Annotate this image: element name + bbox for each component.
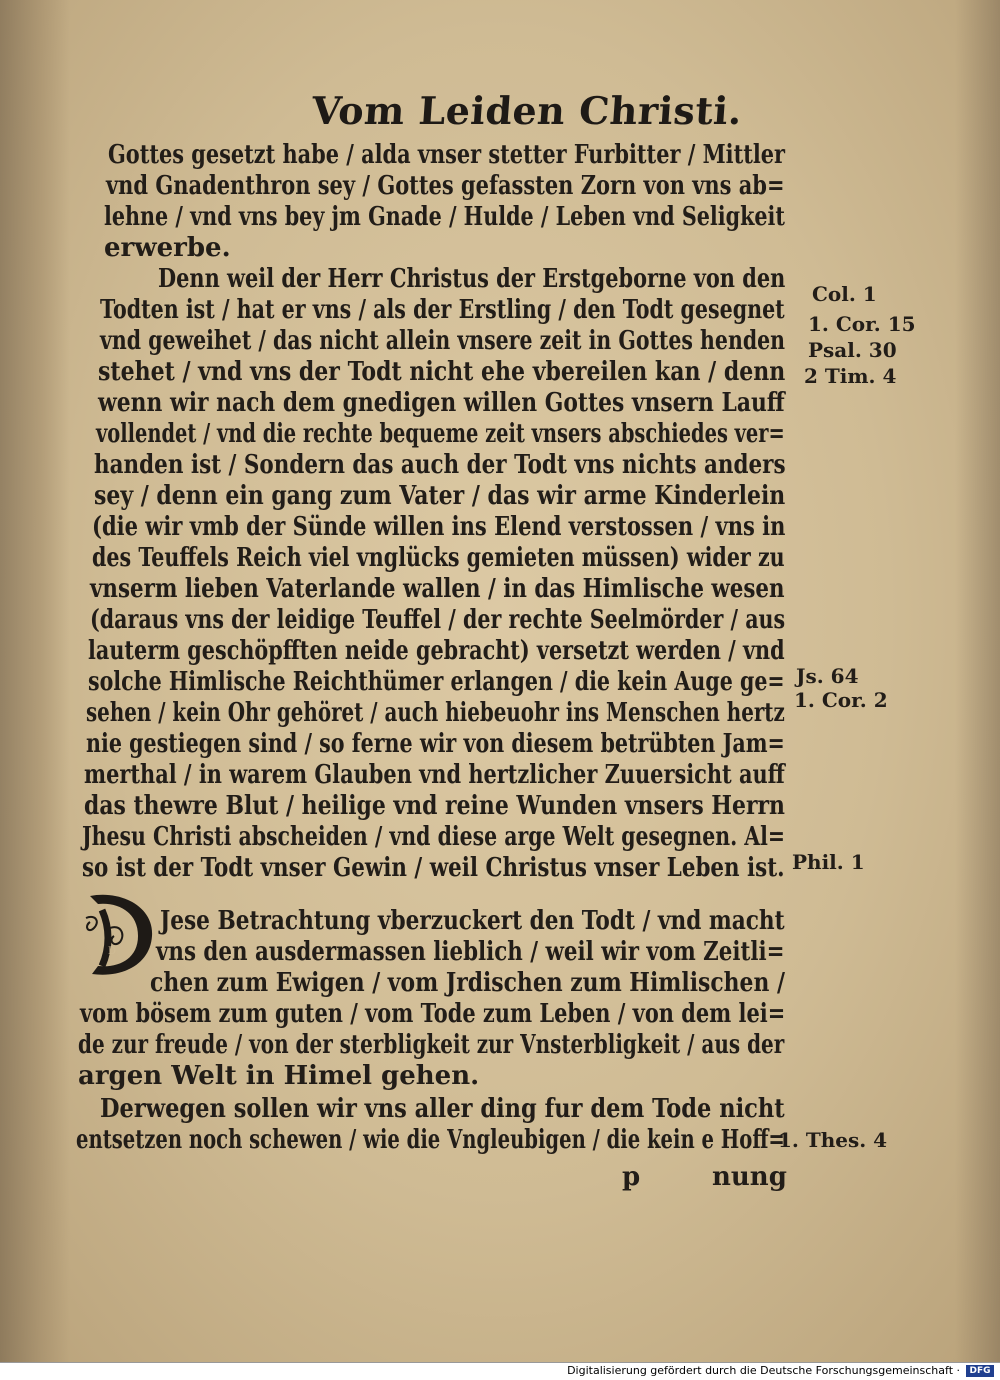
text-line: solche Himlische Reichthümer erlangen / die kein Auge ge=	[88, 667, 785, 697]
text-line: vnd geweihet / das nicht allein vnsere zeit in Gottes henden	[100, 326, 786, 356]
catchword: nung	[712, 1162, 787, 1192]
svg-text:D: D	[108, 946, 117, 957]
text-line: vom bösem zum guten / vom Tode zum Leben / von dem lei=	[80, 999, 786, 1029]
margin-note: Psal. 30	[808, 338, 897, 362]
page-shadow-left	[0, 0, 70, 1362]
text-line: Jese Betrachtung vberzuckert den Todt / vnd macht	[160, 906, 785, 936]
margin-note: 1. Cor. 15	[808, 312, 916, 336]
text-line: wenn wir nach dem gnedigen willen Gottes vnsern Lauff	[98, 388, 785, 418]
funding-credit: Digitalisierung gefördert durch die Deutsche Forschungsgemeinschaft ·	[567, 1364, 960, 1377]
text-line: chen zum Ewigen / vom Jrdischen zum Himlischen /	[150, 968, 785, 998]
margin-note: 1. Thes. 4	[778, 1128, 888, 1152]
text-line: erwerbe.	[104, 233, 231, 263]
text-line: Derwegen sollen wir vns aller ding fur dem Tode nicht	[100, 1094, 785, 1124]
text-line: Todten ist / hat er vns / als der Erstling / den Todt gesegnet	[100, 295, 785, 325]
margin-note: Col. 1	[812, 282, 877, 306]
text-line: Jhesu Christi abscheiden / vnd diese arge Welt gesegnen. Al=	[82, 822, 786, 852]
text-line: lauterm geschöpfften neide gebracht) versetzt werden / vnd	[88, 636, 785, 666]
running-head: Vom Leiden Christi.	[310, 88, 744, 133]
text-line: entsetzen noch schewen / wie die Vngleubigen / die kein e Hoff=	[76, 1125, 785, 1155]
text-line: vnd Gnadenthron sey / Gottes gefassten Zorn von vns ab=	[106, 171, 785, 201]
text-line: sey / denn ein gang zum Vater / das wir arme Kinderlein	[94, 481, 786, 511]
text-line: sehen / kein Ohr gehöret / auch hiebeuohr ins Menschen hertz	[86, 698, 785, 728]
margin-note: 2 Tim. 4	[804, 364, 897, 388]
margin-note: 1. Cor. 2	[794, 688, 888, 712]
margin-note: Phil. 1	[792, 850, 865, 874]
text-line: Denn weil der Herr Christus der Erstgeborne von den	[158, 264, 786, 294]
text-line: stehet / vnd vns der Todt nicht ehe vbereilen kan / denn	[98, 357, 786, 387]
text-line: vns den ausdermassen lieblich / weil wir vom Zeitli=	[156, 937, 785, 967]
digitization-footer	[0, 1362, 1000, 1380]
text-line: merthal / in warem Glauben vnd hertzlicher Zuuersicht auff	[84, 760, 785, 790]
text-line: das thewre Blut / heilige vnd reine Wunden vnsers Herrn	[84, 791, 785, 821]
text-line: des Teuffels Reich viel vnglücks gemieten müssen) wider zu	[92, 543, 785, 573]
decorated-initial-d	[80, 888, 160, 980]
text-line: de zur freude / von der sterbligkeit zur Vnsterbligkeit / aus der	[78, 1030, 785, 1060]
text-line: lehne / vnd vns bey jm Gnade / Hulde / Leben vnd Seligkeit	[104, 202, 785, 232]
margin-note: Js. 64	[796, 664, 859, 688]
page-shadow-right	[955, 0, 1000, 1362]
text-line: nie gestiegen sind / so ferne wir von diesem betrübten Jam=	[86, 729, 785, 759]
dfg-logo: DFG	[966, 1365, 994, 1377]
signature-mark: p	[622, 1162, 641, 1192]
text-line: so ist der Todt vnser Gewin / weil Christus vnser Leben ist.	[82, 853, 785, 883]
text-line: argen Welt in Himel gehen.	[78, 1061, 480, 1091]
text-line: (daraus vns der leidige Teuffel / der rechte Seelmörder / aus	[90, 605, 786, 635]
text-line: vnserm lieben Vaterlande wallen / in das Himlische wesen	[90, 574, 785, 604]
text-line: vollendet / vnd die rechte bequeme zeit vnsers abschiedes ver=	[96, 419, 785, 449]
text-line: handen ist / Sondern das auch der Todt vns nichts anders	[94, 450, 786, 480]
text-line: Gottes gesetzt habe / alda vnser stetter Furbitter / Mittler	[108, 140, 786, 170]
text-line: (die wir vmb der Sünde willen ins Elend verstossen / vns in	[92, 512, 786, 542]
